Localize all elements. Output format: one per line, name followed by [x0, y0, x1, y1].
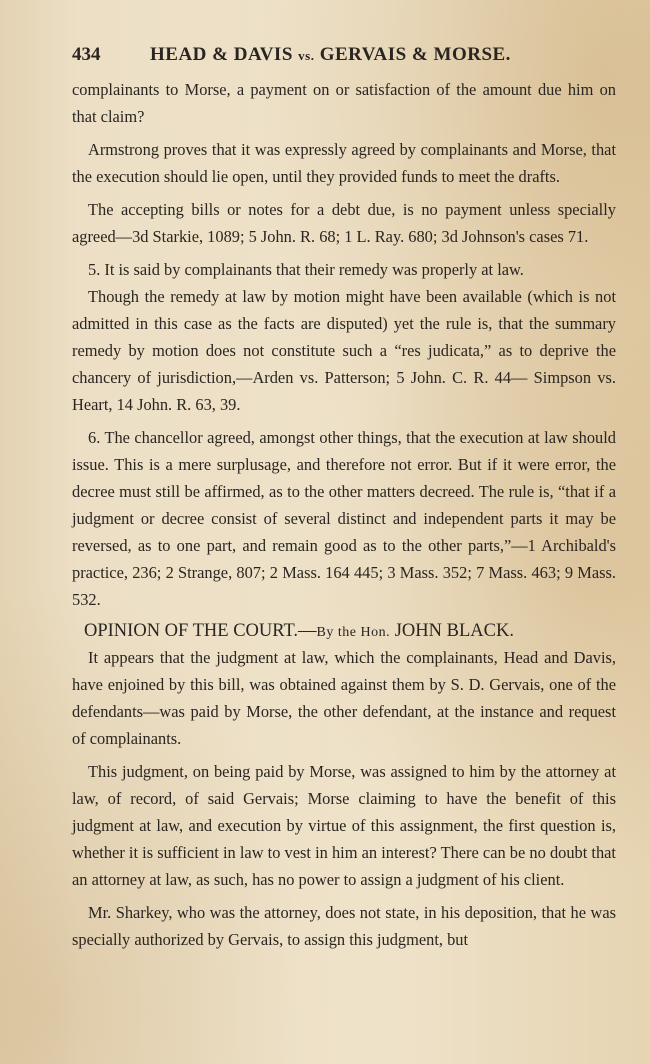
opinion-paragraph: It appears that the judgment at law, which the complainants, Head and Davis, have enjoined by this bill, was obtained against them by S. D. Gervais, one of the defendants—was paid by Morse, the other defendant, at the instance and request of complainants. [72, 648, 616, 748]
page-number: 434 [72, 44, 101, 65]
opinion-judge: JOHN BLACK. [394, 621, 514, 641]
opinion-title: OPINION OF THE COURT.— [84, 621, 317, 641]
opinion-paragraph: Mr. Sharkey, who was the attorney, does not state, in his deposition, that he was specially authorized by Gervais, to assign this judgment, but [72, 903, 616, 949]
running-title [150, 44, 511, 66]
title-right: GERVAIS & MORSE. [319, 44, 511, 65]
opinion-paragraph: This judgment, on being paid by Morse, was assigned to him by the attorney at law, of record, of said Gervais; Morse claiming to have the benefit of this judgment at law, and execution by virtue of this assignment, the first question is, whether it is sufficient in law to vest in him an interest? There can be no doubt that an attorney at law, as such, has no power to assign a judgment of his client. [72, 762, 616, 889]
title-left: HEAD & DAVIS [150, 44, 293, 65]
paragraph: 5. It is said by complainants that their remedy was properly at law. [88, 260, 524, 279]
title-vs: vs. [298, 48, 315, 63]
paragraph: 6. The chancellor agreed, amongst other things, that the execution at law should issue. This is a mere surplusage, and therefore not error. But if it were error, the decree must still be affirmed, as to the other matters decreed. The rule is, “that if a judgment or decree consist of several distinct and independent parts it may be reversed, as to one part, and remain good as to the other parts,”—1 Archibald's practice, 236; 2 Strange, 807; 2 Mass. 164 445; 3 Mass. 352; 7 Mass. 463; 9 Mass. 532. [72, 428, 616, 609]
opinion-heading [72, 621, 616, 642]
paragraph: Though the remedy at law by motion might have been available (which is not admitted in this case as the facts are disputed) yet the rule is, that the summary remedy by motion does not constitute such a “res judicata,” as to deprive the chancery of jurisdiction,—Arden vs. Patterson; 5 John. C. R. 44— Simpson vs. Heart, 14 John. R. 63, 39. [72, 287, 616, 414]
paragraph: complainants to Morse, a payment on or satisfaction of the amount due him on that claim? [72, 80, 616, 126]
paragraph: The accepting bills or notes for a debt due, is no payment unless specially agreed—3d Starkie, 1089; 5 John. R. 68; 1 L. Ray. 680; 3d Johnson's cases 71. [72, 200, 616, 246]
paragraph: Armstrong proves that it was expressly agreed by complainants and Morse, that the execution should lie open, until they provided funds to meet the drafts. [72, 140, 616, 186]
opinion-by: By the Hon. [316, 625, 391, 640]
page-header [72, 44, 616, 66]
